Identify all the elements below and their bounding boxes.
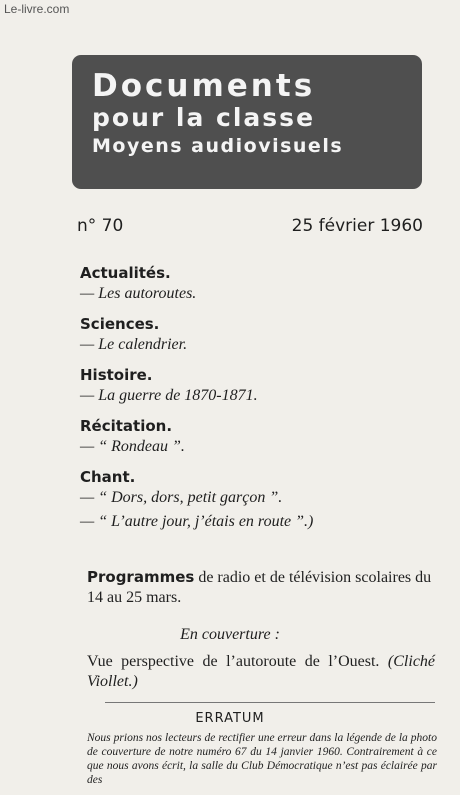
cover-heading: En couverture : [180,626,280,643]
section-item: — “ Dors, dors, petit garçon ”. [80,489,283,506]
masthead-subtitle: pour la classe [92,103,316,132]
issue-date: 25 février 1960 [291,216,423,236]
section-sciences [80,314,440,356]
section-recitation [80,416,440,458]
section-item: — Le calendrier. [80,336,188,353]
programs-text: de radio et de télévision scolaires du 14 au 25 mars. [87,569,432,606]
section-title: Histoire. [80,366,153,384]
erratum-heading: ERRATUM [195,711,265,726]
contents [80,263,440,542]
masthead-tagline: Moyens audiovisuels [92,135,344,157]
section-title: Chant. [80,468,136,486]
section-item: — “ L’autre jour, j’étais en route ”.) [80,513,314,530]
section-item: — “ Rondeau ”. [80,438,185,455]
watermark: Le-livre.com [4,2,70,16]
masthead-title: Documents [92,68,316,104]
section-title: Actualités. [80,264,171,282]
masthead [72,55,422,189]
section-chant [80,467,440,533]
section-actualites [80,263,440,305]
cover-description: Vue perspective de l’autoroute de l’Ouest. [87,653,380,670]
section-title: Récitation. [80,417,173,435]
section-histoire [80,365,440,407]
divider [105,702,435,703]
programs-note [87,567,437,608]
section-title: Sciences. [80,315,160,333]
issue-number: n° 70 [77,216,124,236]
programs-label: Programmes [87,568,195,586]
section-item: — La guerre de 1870-1871. [80,387,258,404]
section-item: — Les autoroutes. [80,285,197,302]
erratum-text: Nous prions nos lecteurs de rectifier une erreur dans la légende de la photo de couverture de notre numéro 67 du 14 janvier 1960. Contrairement à ce que nous avons écrit, la salle du Club Démocratique n’est pas éclairée par des [87,732,437,786]
cover-credit: (Cliché Viollet.) [87,653,436,690]
issue-line [77,216,423,236]
cover-caption [87,652,435,692]
